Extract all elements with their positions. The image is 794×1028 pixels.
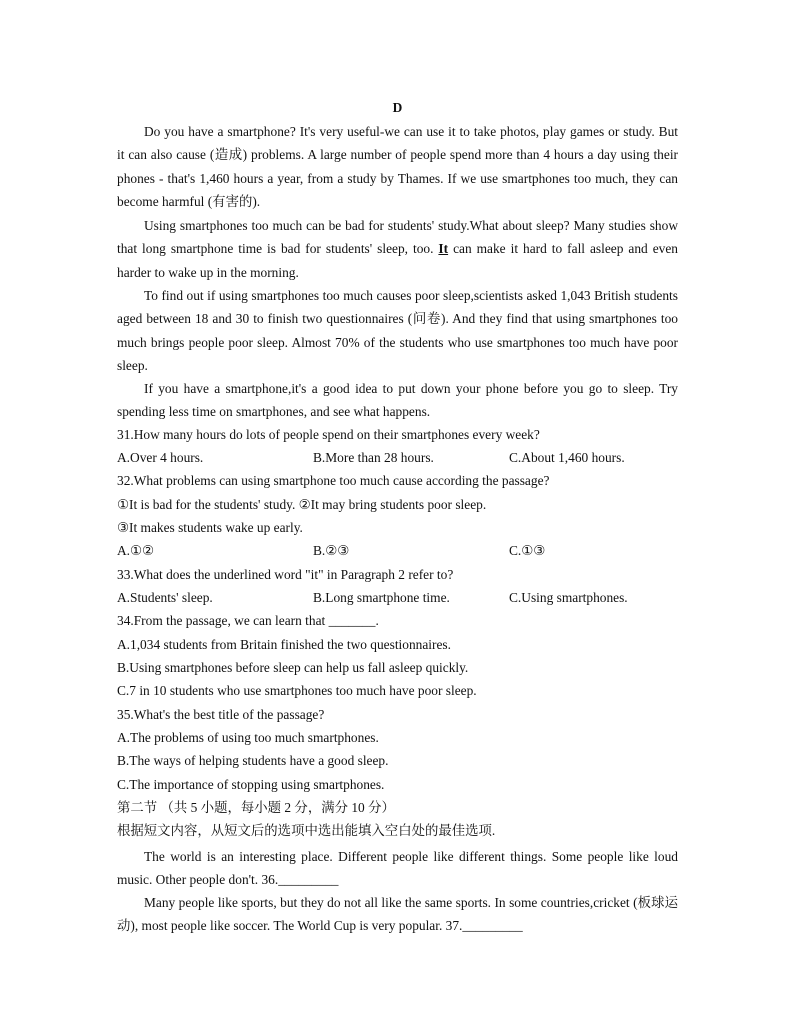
question-35-option-b: B.The ways of helping students have a good sleep. xyxy=(117,753,389,768)
question-32-option-a: A.①② xyxy=(117,543,155,558)
cloze-paragraph-1: The world is an interesting place. Different people like different things. Some people like loud music. Other people don't. 36._________ xyxy=(117,849,678,888)
question-33-option-b: B.Long smartphone time. xyxy=(313,590,450,605)
paragraph-2-text-before: Using smartphones too much can be bad for students' study.What about sleep? Many studies show that long smartphone time is bad for students' sleep, too. xyxy=(117,218,678,257)
question-35-stem: 35.What's the best title of the passage? xyxy=(117,707,325,722)
section-heading: D xyxy=(392,100,403,115)
question-32-option-c: C.①③ xyxy=(509,543,546,558)
question-32-statements-line-2: ③It makes students wake up early. xyxy=(117,520,303,535)
question-31-option-b: B.More than 28 hours. xyxy=(313,450,434,465)
question-33-stem: 33.What does the underlined word "it" in Paragraph 2 refer to? xyxy=(117,567,454,582)
question-33-option-a: A.Students' sleep. xyxy=(117,590,213,605)
question-33-option-c: C.Using smartphones. xyxy=(509,590,628,605)
question-32-statements-line-1: ①It is bad for the students' study. ②It may bring students poor sleep. xyxy=(117,497,487,512)
passage-paragraph-4: If you have a smartphone,it's a good idea to put down your phone before you go to sleep. Try spending less time on smartphones, and see what happens. xyxy=(117,381,678,420)
passage-paragraph-2 xyxy=(117,214,678,284)
question-31-option-a: A.Over 4 hours. xyxy=(117,450,204,465)
paragraph-2-text-after: can make it hard to fall asleep and even harder to wake up in the morning. xyxy=(117,241,679,280)
question-31-stem: 31.How many hours do lots of people spend on their smartphones every week? xyxy=(117,427,540,442)
question-34-stem: 34.From the passage, we can learn that _______. xyxy=(117,613,379,628)
passage-paragraph-3: To find out if using smartphones too much causes poor sleep,scientists asked 1,043 British students aged between 18 and 30 to finish two questionnaires (问卷). And they find that using smartphones too much brings people poor sleep. Almost 70% of the students who use smartphones too much have poor sleep. xyxy=(117,288,678,373)
underlined-word-it: It xyxy=(438,241,449,257)
passage-paragraph-1: Do you have a smartphone? It's very useful-we can use it to take photos, play games or study. But it can also cause (造成) problems. A large number of people spend more than 4 hours a day using their phones - that's 1,460 hours a year, from a study by Thames. If we use smartphones too much, they can become harmful (有害的). xyxy=(117,124,678,209)
question-32-stem: 32.What problems can using smartphone too much cause according the passage? xyxy=(117,473,550,488)
question-35-option-a: A.The problems of using too much smartphones. xyxy=(117,730,379,745)
section-2-instruction: 根据短文内容，从短文后的选项中选出能填入空白处的最佳选项. xyxy=(117,823,496,838)
cloze-paragraph-2: Many people like sports, but they do not all like the same sports. In some countries,cricket (板球运动), most people like soccer. The World Cup is very popular. 37._________ xyxy=(117,895,678,934)
question-31-option-c: C.About 1,460 hours. xyxy=(509,450,625,465)
question-34-option-a: A.1,034 students from Britain finished the two questionnaires. xyxy=(117,637,451,652)
question-34-option-b: B.Using smartphones before sleep can help us fall asleep quickly. xyxy=(117,660,469,675)
section-2-title: 第二节 （共 5 小题，每小题 2 分，满分 10 分） xyxy=(117,800,395,815)
question-32-option-b: B.②③ xyxy=(313,543,350,558)
question-35-option-c: C.The importance of stopping using smartphones. xyxy=(117,777,385,792)
question-34-option-c: C.7 in 10 students who use smartphones too much have poor sleep. xyxy=(117,683,477,698)
